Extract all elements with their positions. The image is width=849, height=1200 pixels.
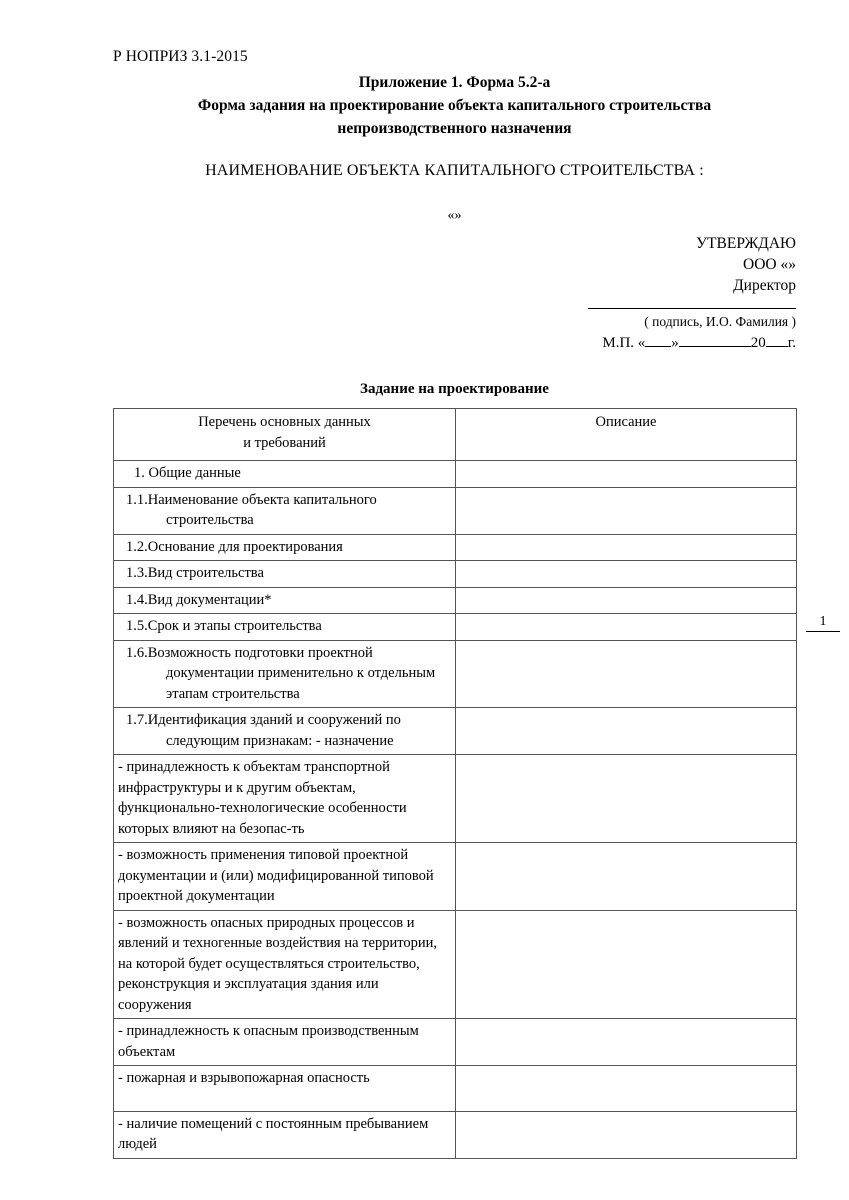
table-row [114,1019,797,1066]
page-number-marker [806,614,840,632]
row-label: 1.4.Вид документации* [126,591,272,608]
row-label-cell [114,1111,456,1158]
row-label: 1.7.Идентификация зданий и сооружений по следующим признакам: - назначение [126,712,401,749]
row-description [456,1019,796,1044]
row-label-cell [114,843,456,911]
stamp-quote-close: » [671,335,679,351]
stamp-date-line [470,333,796,354]
row-description-cell[interactable] [456,910,797,1019]
row-description-cell[interactable] [456,708,797,755]
heading-line-1: Приложение 1. Форма 5.2-а [358,74,551,91]
row-label-cell [114,1066,456,1112]
stamp-year: 20 [750,335,766,351]
page-number: 1 [819,614,827,629]
row-label: - принадлежность к объектам транспортной инфраструктуры и к другим объектам, функционально-технологические особенности которых влияют на безопас-ть [118,759,407,837]
row-label-cell [114,487,456,534]
row-description-cell[interactable] [456,561,797,588]
row-description [456,588,796,613]
row-label-cell [114,708,456,755]
row-label-cell [114,534,456,561]
row-description [456,843,796,868]
row-description-cell[interactable] [456,461,797,488]
table-row [114,534,797,561]
row-description [456,461,796,486]
document-heading [113,71,796,140]
row-label-cell [114,910,456,1019]
table-row [114,487,797,534]
signature-caption: ( подпись, И.О. Фамилия ) [644,314,796,329]
row-label: 1. Общие данные [134,465,241,481]
row-label: - пожарная и взрывопожарная опасность [118,1070,370,1086]
stamp-month-blank [679,346,751,347]
row-description-cell[interactable] [456,640,797,708]
row-label-cell [114,587,456,614]
row-label-cell [114,640,456,708]
signature-rule [588,308,796,309]
approval-position: Директор [733,277,796,294]
row-label: 1.6.Возможность подготовки проектной документации применительно к отдельным этапам строительства [126,644,436,702]
row-label: - наличие помещений с постоянным пребыванием людей [118,1115,429,1152]
table-row [114,910,797,1019]
table-row [114,614,797,641]
header-cell-left [114,409,456,461]
table-row [114,708,797,755]
design-assignment-table [113,408,797,1159]
row-description-cell[interactable] [456,487,797,534]
row-description [456,1066,796,1091]
table-row [114,1066,797,1112]
row-label: - возможность опасных природных процессов и явлений и техногенные воздействия на территории, на которой будет осуществляться строительство, реконструкция и эксплуатация здания или сооружения [118,914,437,1013]
row-description [456,488,796,513]
header-right-text: Описание [595,414,657,430]
document-reference: Р НОПРИЗ 3.1-2015 [113,48,248,65]
stamp-prefix: М.П. « [602,335,646,351]
stamp-year-blank [766,346,788,347]
header-left-text [114,409,455,460]
object-name-label: НАИМЕНОВАНИЕ ОБЪЕКТА КАПИТАЛЬНОГО СТРОИТЕЛЬСТВА : [205,162,704,179]
row-description [456,561,796,586]
stamp-day-blank [645,346,671,347]
row-description-cell[interactable] [456,1019,797,1066]
table-row [114,587,797,614]
header-left-line2: и требований [243,435,326,451]
page-number-rule [806,631,840,632]
approval-block [470,233,796,354]
row-description [456,708,796,733]
row-label: 1.3.Вид строительства [126,565,264,581]
table-row [114,561,797,588]
row-description-cell[interactable] [456,1066,797,1112]
row-label-cell [114,461,456,488]
row-description-cell[interactable] [456,843,797,911]
row-label-cell [114,614,456,641]
row-label: 1.1.Наименование объекта капитального строительства [126,491,377,528]
heading-line-3: непроизводственного назначения [337,120,572,137]
row-description [456,1112,796,1137]
row-label-cell [114,561,456,588]
row-description-cell[interactable] [456,1111,797,1158]
row-label: - принадлежность к опасным производственным объектам [118,1023,419,1060]
header-cell-right [456,409,797,461]
row-description [456,911,796,936]
row-description-cell[interactable] [456,755,797,843]
object-name-quotes: «» [447,208,462,223]
heading-line-2: Форма задания на проектирование объекта капитального строительства [197,97,712,114]
table-row [114,755,797,843]
row-description [456,535,796,560]
table-header-row [114,409,797,461]
row-label: - возможность применения типовой проектной документации и (или) модифицированной типовой проектной документации [118,847,434,904]
header-left-line1: Перечень основных данных [198,414,371,430]
stamp-year-suffix: г. [787,335,796,351]
row-label: 1.5.Срок и этапы строительства [126,618,322,634]
row-description [456,614,796,639]
table-body [114,409,797,1159]
row-description-cell[interactable] [456,614,797,641]
row-description-cell[interactable] [456,534,797,561]
table-row [114,461,797,488]
row-label-cell [114,1019,456,1066]
table-row [114,843,797,911]
table-row [114,640,797,708]
row-label: 1.2.Основание для проектирования [126,538,343,555]
row-description-cell[interactable] [456,587,797,614]
table-row [114,1111,797,1158]
row-description [456,755,796,780]
table-caption: Задание на проектирование [360,381,549,397]
row-label-cell [114,755,456,843]
approval-organization: ООО «» [743,256,796,273]
approval-label: УТВЕРЖДАЮ [696,235,796,252]
row-description [456,641,796,666]
